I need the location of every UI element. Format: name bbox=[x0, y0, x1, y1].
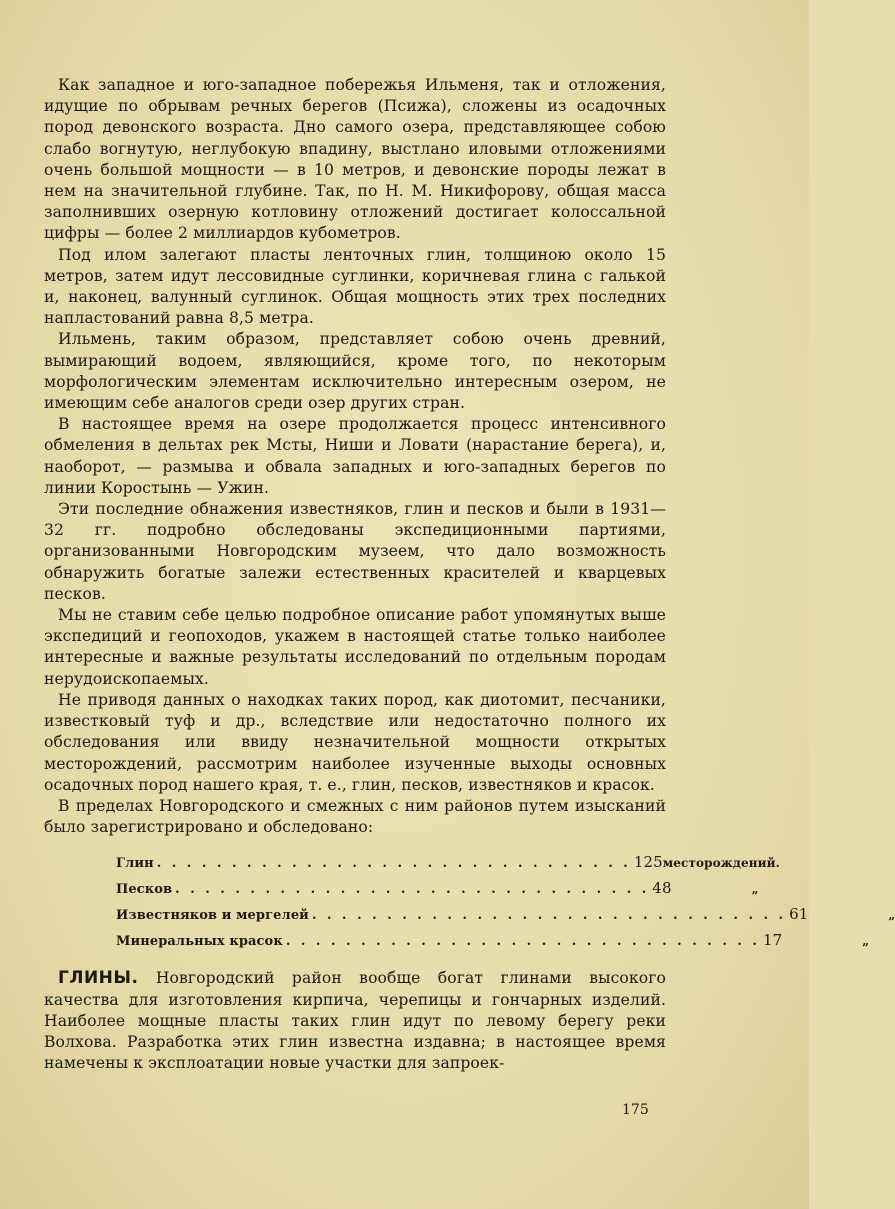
table-row-name: Песков bbox=[116, 882, 173, 898]
leader-dots: . . . . . . . . . . . . . . . . . . . . . . . . . . . . . . . . bbox=[156, 856, 631, 872]
paragraph: В настоящее время на озере продолжается процесс интенсивного обмеления в дельтах рек Мсты, Ниши и Ловати (нарастание берега), и, наоборот, — размыва и обвала западных и юго-западных берегов по линии Коростынь — Ужин. bbox=[44, 415, 666, 497]
table-row-name: Известняков и мергелей bbox=[116, 908, 309, 924]
section-text: Новгородский район вообще богат глинами высокого качества для изготовления кирпича, черепицы и гончарных изделий. Наиболее мощные пласты таких глин идут по левому берегу реки Волхова. Разработка этих глин известна издавна; в настоящее время намечены к эксплоатации новые участки для запроек- bbox=[44, 969, 666, 1073]
paragraph: Не приводя данных о находках таких пород, как диотомит, песчаники, известковый туф и др., вследствие или недостаточно полного их обследования или ввиду незначительной мощности открытых месторождений, рассмотрим наиболее изученные выходы основных осадочных пород нашего края, т. е., глин, песков, известняков и красок. bbox=[44, 690, 666, 794]
deposits-table bbox=[116, 850, 895, 954]
table-row-count: 125 bbox=[633, 853, 663, 872]
table-row-name: Минеральных красок bbox=[116, 934, 283, 950]
table-row bbox=[116, 928, 870, 954]
leader-dots: . . . . . . . . . . . . . . . . . . . . . . . . . . . . . . . . bbox=[285, 934, 760, 950]
table-row-count: 48 bbox=[652, 879, 672, 898]
section-paragraph bbox=[44, 968, 666, 1074]
paragraph: Мы не ставим себе целью подробное описание работ упомянутых выше экспедиций и геопоходов, укажем в настоящей статье только наиболее интересные и важные результаты исследований по отдельным породам нерудоископаемых. bbox=[44, 606, 666, 688]
page-number: 175 bbox=[622, 1102, 649, 1118]
table-row bbox=[116, 876, 759, 902]
leader-dots: . . . . . . . . . . . . . . . . . . . . . . . . . . . . . . . . bbox=[175, 882, 650, 898]
paragraph: Как западное и юго-западное побережья Ильменя, так и отложения, идущие по обрывам речных берегов (Псижа), сложены из осадочных пород девонского возраста. Дно самого озера, представляющее собою слабо вогнутую, неглубокую впадину, выстлано иловыми отложениями очень большой мощности — в 10 метров, и девонские породы лежат в нем на значительной глубине. Так, по Н. М. Никифорову, общая масса заполнивших озерную котловину отложений достигает колоссальной цифры — более 2 миллиардов кубометров. bbox=[44, 76, 666, 243]
table-row-count: 61 bbox=[789, 905, 809, 924]
paragraph: Эти последние обнажения известняков, глин и песков и были в 1931—32 гг. подробно обследованы экспедиционными партиями, организованными Новгородским музеем, что дало возможность обнаружить богатые залежи естественных красителей и кварцевых песков. bbox=[44, 500, 666, 603]
leader-dots: . . . . . . . . . . . . . . . . . . . . . . . . . . . . . . . . bbox=[311, 908, 787, 924]
table-row-unit: „ bbox=[751, 882, 759, 897]
table-row bbox=[116, 902, 895, 928]
table-row-count: 17 bbox=[762, 931, 783, 950]
table-row-name: Глин bbox=[116, 856, 154, 872]
table-row-unit: „ bbox=[862, 934, 870, 949]
body-text bbox=[44, 75, 895, 1074]
table-row-unit: месторождений. bbox=[662, 856, 780, 871]
paragraph: В пределах Новгородского и смежных с ним районов путем изысканий было зарегистрировано и обследовано: bbox=[44, 796, 666, 837]
paragraph: Под илом залегают пласты ленточных глин, толщиною около 15 метров, затем идут лессовидные суглинки, коричневая глина с галькой и, наконец, валунный суглинок. Общая мощность этих трех последних напластований равна 8,5 метра. bbox=[44, 245, 666, 328]
table-row-unit: „ bbox=[888, 908, 895, 923]
paragraph: Ильмень, таким образом, представляет собою очень древний, вымирающий водоем, являющийся, кроме того, по некоторым морфологическим элементам исключительно интересным озером, не имеющим себе аналогов среди озер других стран. bbox=[44, 330, 666, 413]
section-heading: ГЛИНЫ. bbox=[58, 968, 139, 989]
table-row bbox=[116, 850, 780, 876]
